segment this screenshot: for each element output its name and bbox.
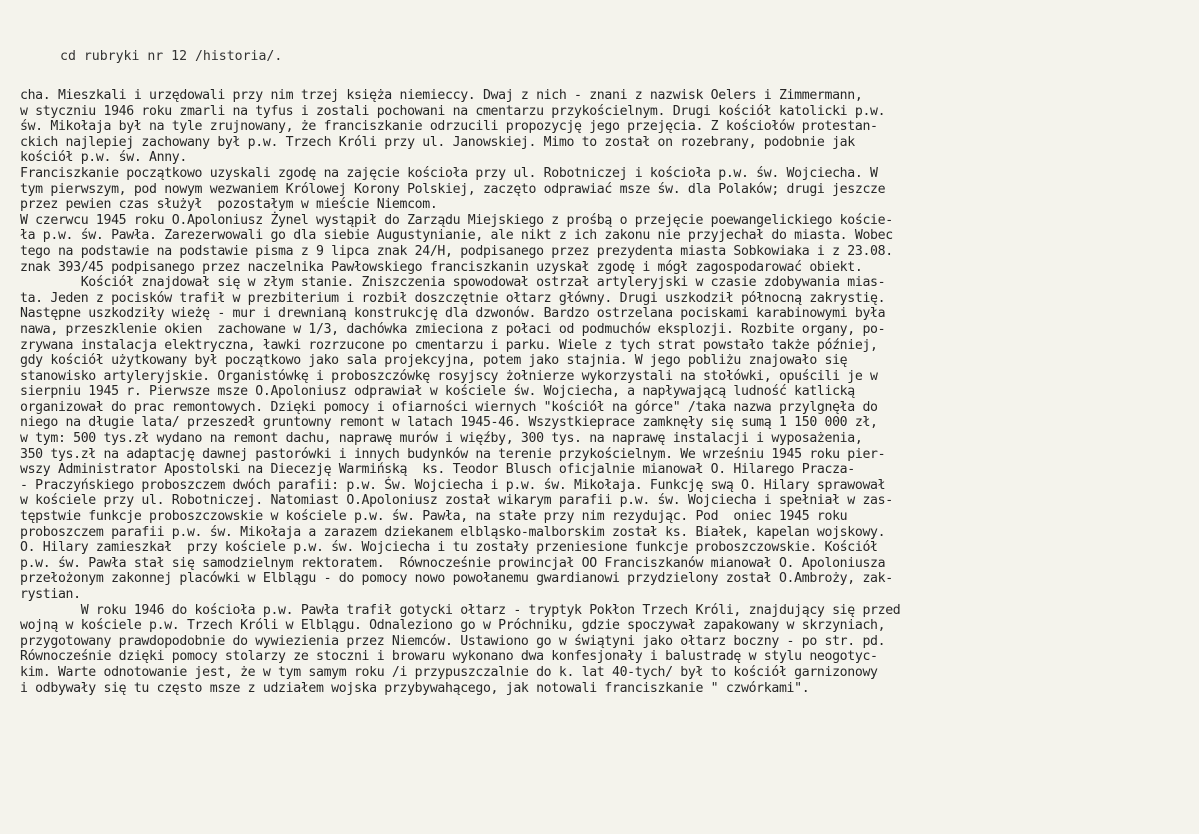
text-line: organizował do prac remontowych. Dzięki pomocy i ofiarności wiernych "kościół na górce" /taka nazwa przylgnęła do	[20, 399, 878, 415]
text-line: rystian.	[20, 587, 81, 602]
text-line: W czerwcu 1945 roku O.Apoloniusz Żynel wystąpił do Zarządu Miejskiego z prośbą o przejęcie poewangelickiego koście-	[20, 212, 893, 228]
text-line: przygotowany prawdopodobnie do wywiezienia przez Niemców. Ustawiono go w świątyni jako ołtarz boczny - po str. pd.	[20, 633, 886, 649]
text-line: nawa, przeszklenie okien zachowane w 1/3, dachówka zmieciona z połaci od podmuchów eksplozji. Rozbite organy, po-	[20, 321, 886, 337]
text-line: tego na podstawie na podstawie pisma z 9 lipca znak 24/H, podpisanego przez prezydenta miasta Sobkowiaka i z 23.08.	[20, 243, 893, 259]
text-line: 350 tys.zł na adaptację dawnej pastorówki i innych budynków na terenie przykościelnym. We wrześniu 1945 roku pier-	[20, 446, 886, 462]
text-line: w kościele przy ul. Robotniczej. Natomiast O.Apoloniusz został wikarym parafii p.w. św. Wojciecha i spełniał w zas-	[20, 493, 893, 509]
page-header: cd rubryki nr 12 /historia/.	[60, 49, 283, 64]
text-line: ta. Jeden z pocisków trafił w prezbiterium i rozbił doszczętnie ołtarz główny. Drugi uszkodził północną zakrystię.	[20, 290, 886, 306]
text-line: W roku 1946 do kościoła p.w. Pawła trafił gotycki ołtarz - tryptyk Pokłon Trzech Króli, znajdujący się przed	[20, 602, 901, 618]
text-line: zrywana instalacja elektryczna, ławki rozrzucone po cmentarzu i parku. Wiele z tych strat powstało także później,	[20, 337, 878, 353]
text-line: tępstwie funkcje proboszczowskie w kościele p.w. św. Pawła, na stałe przy nim rezydując. Pod oniec 1945 roku	[20, 509, 848, 525]
text-line: Następne uszkodziły wieżę - mur i drewnianą konstrukcję dla dzwonów. Bardzo ostrzelana pociskami karabinowymi była	[20, 306, 886, 322]
text-line: w styczniu 1946 roku zmarli na tyfus i zostali pochowani na cmentarzu przykościelnym. Drugi kościół katolicki p.w.	[20, 103, 886, 119]
text-line: p.w. św. Pawła stał się samodzielnym rektoratem. Równocześnie prowincjał OO Franciszkanów mianował O. Apoloniusza	[20, 555, 886, 571]
text-line: stanowisko artyleryjskie. Organistówkę i proboszczówkę rosyjscy żołnierze wykorzystali na stołówki, opuścili je w	[20, 368, 878, 384]
text-line: tym pierwszym, pod nowym wezwaniem Królowej Korony Polskiej, zaczęto odprawiać msze św. dla Polaków; drugi jeszcze	[20, 181, 886, 197]
text-line: św. Mikołaja był na tyle zrujnowany, że franciszkanie odrzucili propozycję jego przejęcia. Z kościołów protestan-	[20, 119, 878, 135]
text-line: ła p.w. św. Pawła. Zarezerwowali go dla siebie Augustynianie, ale nikt z ich zakonu nie przyjechał do miasta. Wobec	[20, 228, 893, 244]
text-line: wszy Administrator Apostolski na Diecezję Warmińską ks. Teodor Blusch oficjalnie mianował O. Hilarego Pracza-	[20, 462, 855, 478]
text-line: sierpniu 1945 r. Pierwsze msze O.Apoloniusz odprawiał w kościele św. Wojciecha, a napływającą ludność katlicką	[20, 384, 855, 400]
text-line: znak 393/45 podpisanego przez naczelnika Pawłowskiego franciszkanin uzyskał zgodę i mógł zagospodarować obiekt.	[20, 259, 863, 275]
text-line: w tym: 500 tys.zł wydano na remont dachu, naprawę murów i więźby, 300 tys. na naprawę instalacji i wyposażenia,	[20, 431, 863, 447]
text-line: kościół p.w. św. Anny.	[20, 150, 187, 166]
text-line: przełożonym zakonnej placówki w Elblągu - do pomocy nowo powołanemu gwardianowi przydzielony został O.Ambroży, zak-	[20, 571, 893, 587]
document-body	[20, 88, 1185, 696]
text-line: - Praczyńskiego proboszczem dwóch parafii: p.w. Św. Wojciecha i p.w. św. Mikołaja. Funkcję swą O. Hilary sprawował	[20, 477, 886, 493]
text-line: kim. Warte odnotowanie jest, że w tym samym roku /i przypuszczalnie do k. lat 40-tych/ był to kościół garnizonowy	[20, 664, 878, 680]
text-line: przez pewien czas służył pozostałym w mieście Niemcom.	[20, 197, 438, 213]
text-line: niego na długie lata/ przeszedł gruntowny remont w latach 1945-46. Wszystkieprace zamknęły się sumą 1 150 000 zł,	[20, 415, 878, 431]
text-line: Franciszkanie początkowo uzyskali zgodę na zajęcie kościoła przy ul. Robotniczej i kościoła p.w. św. Wojciecha. W	[20, 165, 878, 181]
text-line: O. Hilary zamieszkał przy kościele p.w. św. Wojciecha i tu zostały przeniesione funkcje proboszczowskie. Kościół	[20, 540, 878, 556]
text-line: i odbywały się tu często msze z udziałem wojska przybywahącego, jak notowali franciszkanie " czwórkami".	[20, 680, 810, 696]
text-line: Równocześnie dzięki pomocy stolarzy ze stoczni i browaru wykonano dwa konfesjonały i balustradę w stylu neogotyc-	[20, 649, 878, 665]
text-line: ckich najlepiej zachowany był p.w. Trzech Króli przy ul. Janowskiej. Mimo to został on rozebrany, podobnie jak	[20, 134, 855, 150]
text-line: Kościół znajdował się w złym stanie. Zniszczenia spowodował ostrzał artyleryjski w czasie zdobywania mias-	[20, 275, 886, 291]
text-line: wojną w kościele p.w. Trzech Króli w Elblągu. Odnaleziono go w Próchniku, gdzie spoczywał zapakowany w skrzyniach,	[20, 618, 886, 634]
text-line: proboszczem parafii p.w. św. Mikołaja a zarazem dziekanem elbląsko-malborskim został ks. Białek, kapelan wojskowy.	[20, 524, 886, 540]
text-line: cha. Mieszkali i urzędowali przy nim trzej księża niemieccy. Dwaj z nich - znani z nazwisk Oelers i Zimmermann,	[20, 88, 863, 103]
text-line: gdy kościół użytkowany był początkowo jako sala projekcyjna, potem jako stajnia. W jego pobliżu znajowało się	[20, 353, 848, 369]
